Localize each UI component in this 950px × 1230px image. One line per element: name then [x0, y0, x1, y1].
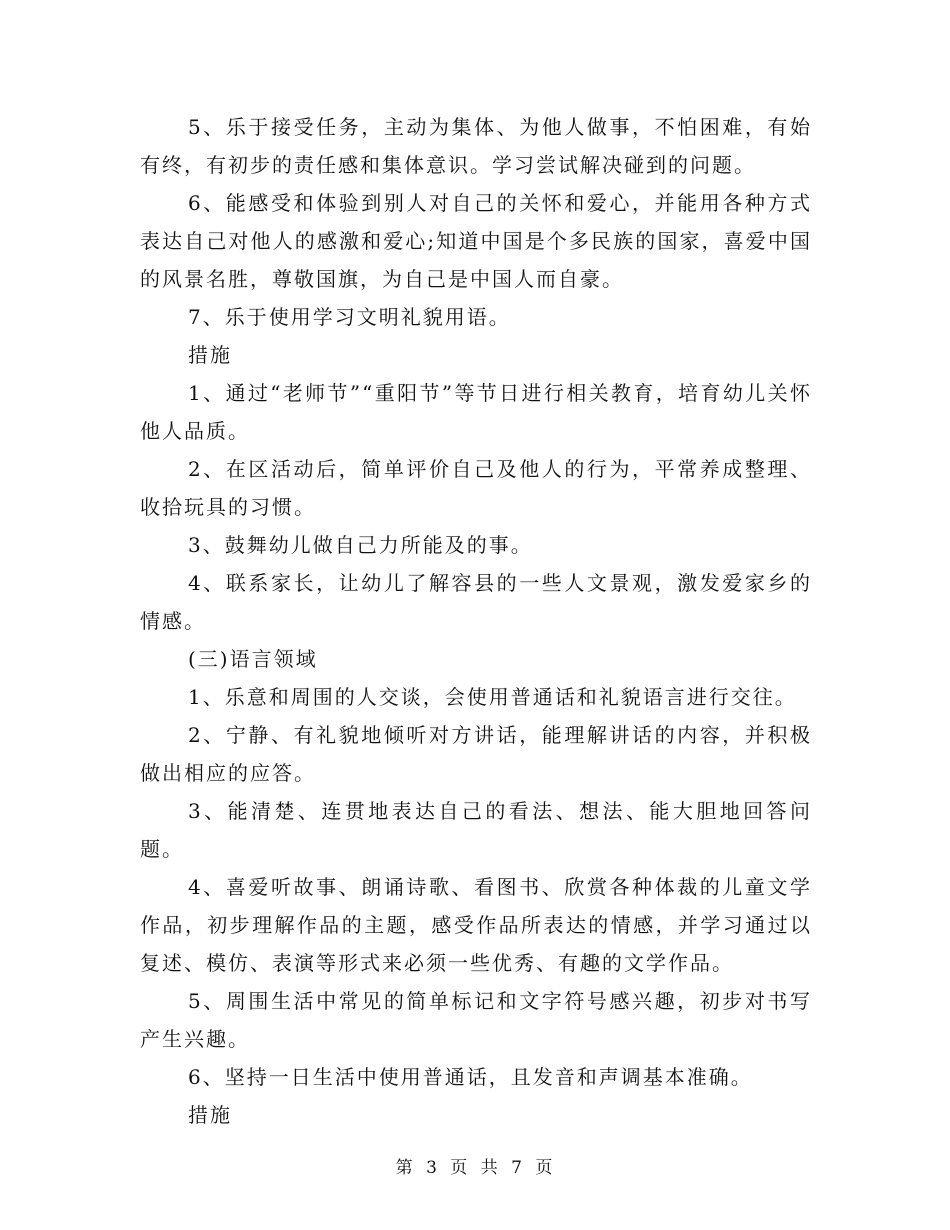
- document-body: [140, 108, 812, 1134]
- paragraph-item-6: 6、能感受和体验到别人对自己的关怀和爱心，并能用各种方式表达自己对他人的感激和爱心;知道中国是个多民族的国家，喜爱中国的风景名胜，尊敬国旗，为自己是中国人而自豪。: [140, 191, 812, 291]
- language-item-5: 5、周围生活中常见的简单标记和文字符号感兴趣，初步对书写产生兴趣。: [140, 989, 812, 1051]
- measure-item-3: 3、鼓舞幼儿做自己力所能及的事。: [188, 533, 533, 557]
- language-item-6: 6、坚持一日生活中使用普通话，且发音和声调基本准确。: [188, 1065, 753, 1089]
- language-item-3: 3、能清楚、连贯地表达自己的看法、想法、能大胆地回答问题。: [140, 799, 812, 861]
- language-item-4: 4、喜爱听故事、朗诵诗歌、看图书、欣赏各种体裁的儿童文学作品，初步理解作品的主题，感受作品所表达的情感，并学习通过以复述、模仿、表演等形式来必须一些优秀、有趣的文学作品。: [140, 875, 812, 975]
- section-heading-measures: 措施: [188, 343, 232, 367]
- section-heading-measures-2: 措施: [188, 1103, 232, 1127]
- measure-item-2: 2、在区活动后，简单评价自己及他人的行为，平常养成整理、收拾玩具的习惯。: [140, 457, 812, 519]
- section-heading-language: (三)语言领域: [188, 647, 318, 671]
- paragraph-item-5: 5、乐于接受任务，主动为集体、为他人做事，不怕困难，有始有终，有初步的责任感和集体意识。学习尝试解决碰到的问题。: [140, 115, 812, 177]
- paragraph-item-7: 7、乐于使用学习文明礼貌用语。: [188, 305, 511, 329]
- measure-item-1: 1、通过“老师节”“重阳节”等节日进行相关教育，培育幼儿关怀他人品质。: [140, 381, 812, 443]
- page-number-footer: 第 3 页 共 7 页: [395, 1158, 555, 1178]
- measure-item-4: 4、联系家长，让幼儿了解容县的一些人文景观，激发爱家乡的情感。: [140, 571, 812, 633]
- language-item-2: 2、宁静、有礼貌地倾听对方讲话，能理解讲话的内容，并积极做出相应的应答。: [140, 723, 812, 785]
- language-item-1: 1、乐意和周围的人交谈，会使用普通话和礼貌语言进行交往。: [188, 685, 797, 709]
